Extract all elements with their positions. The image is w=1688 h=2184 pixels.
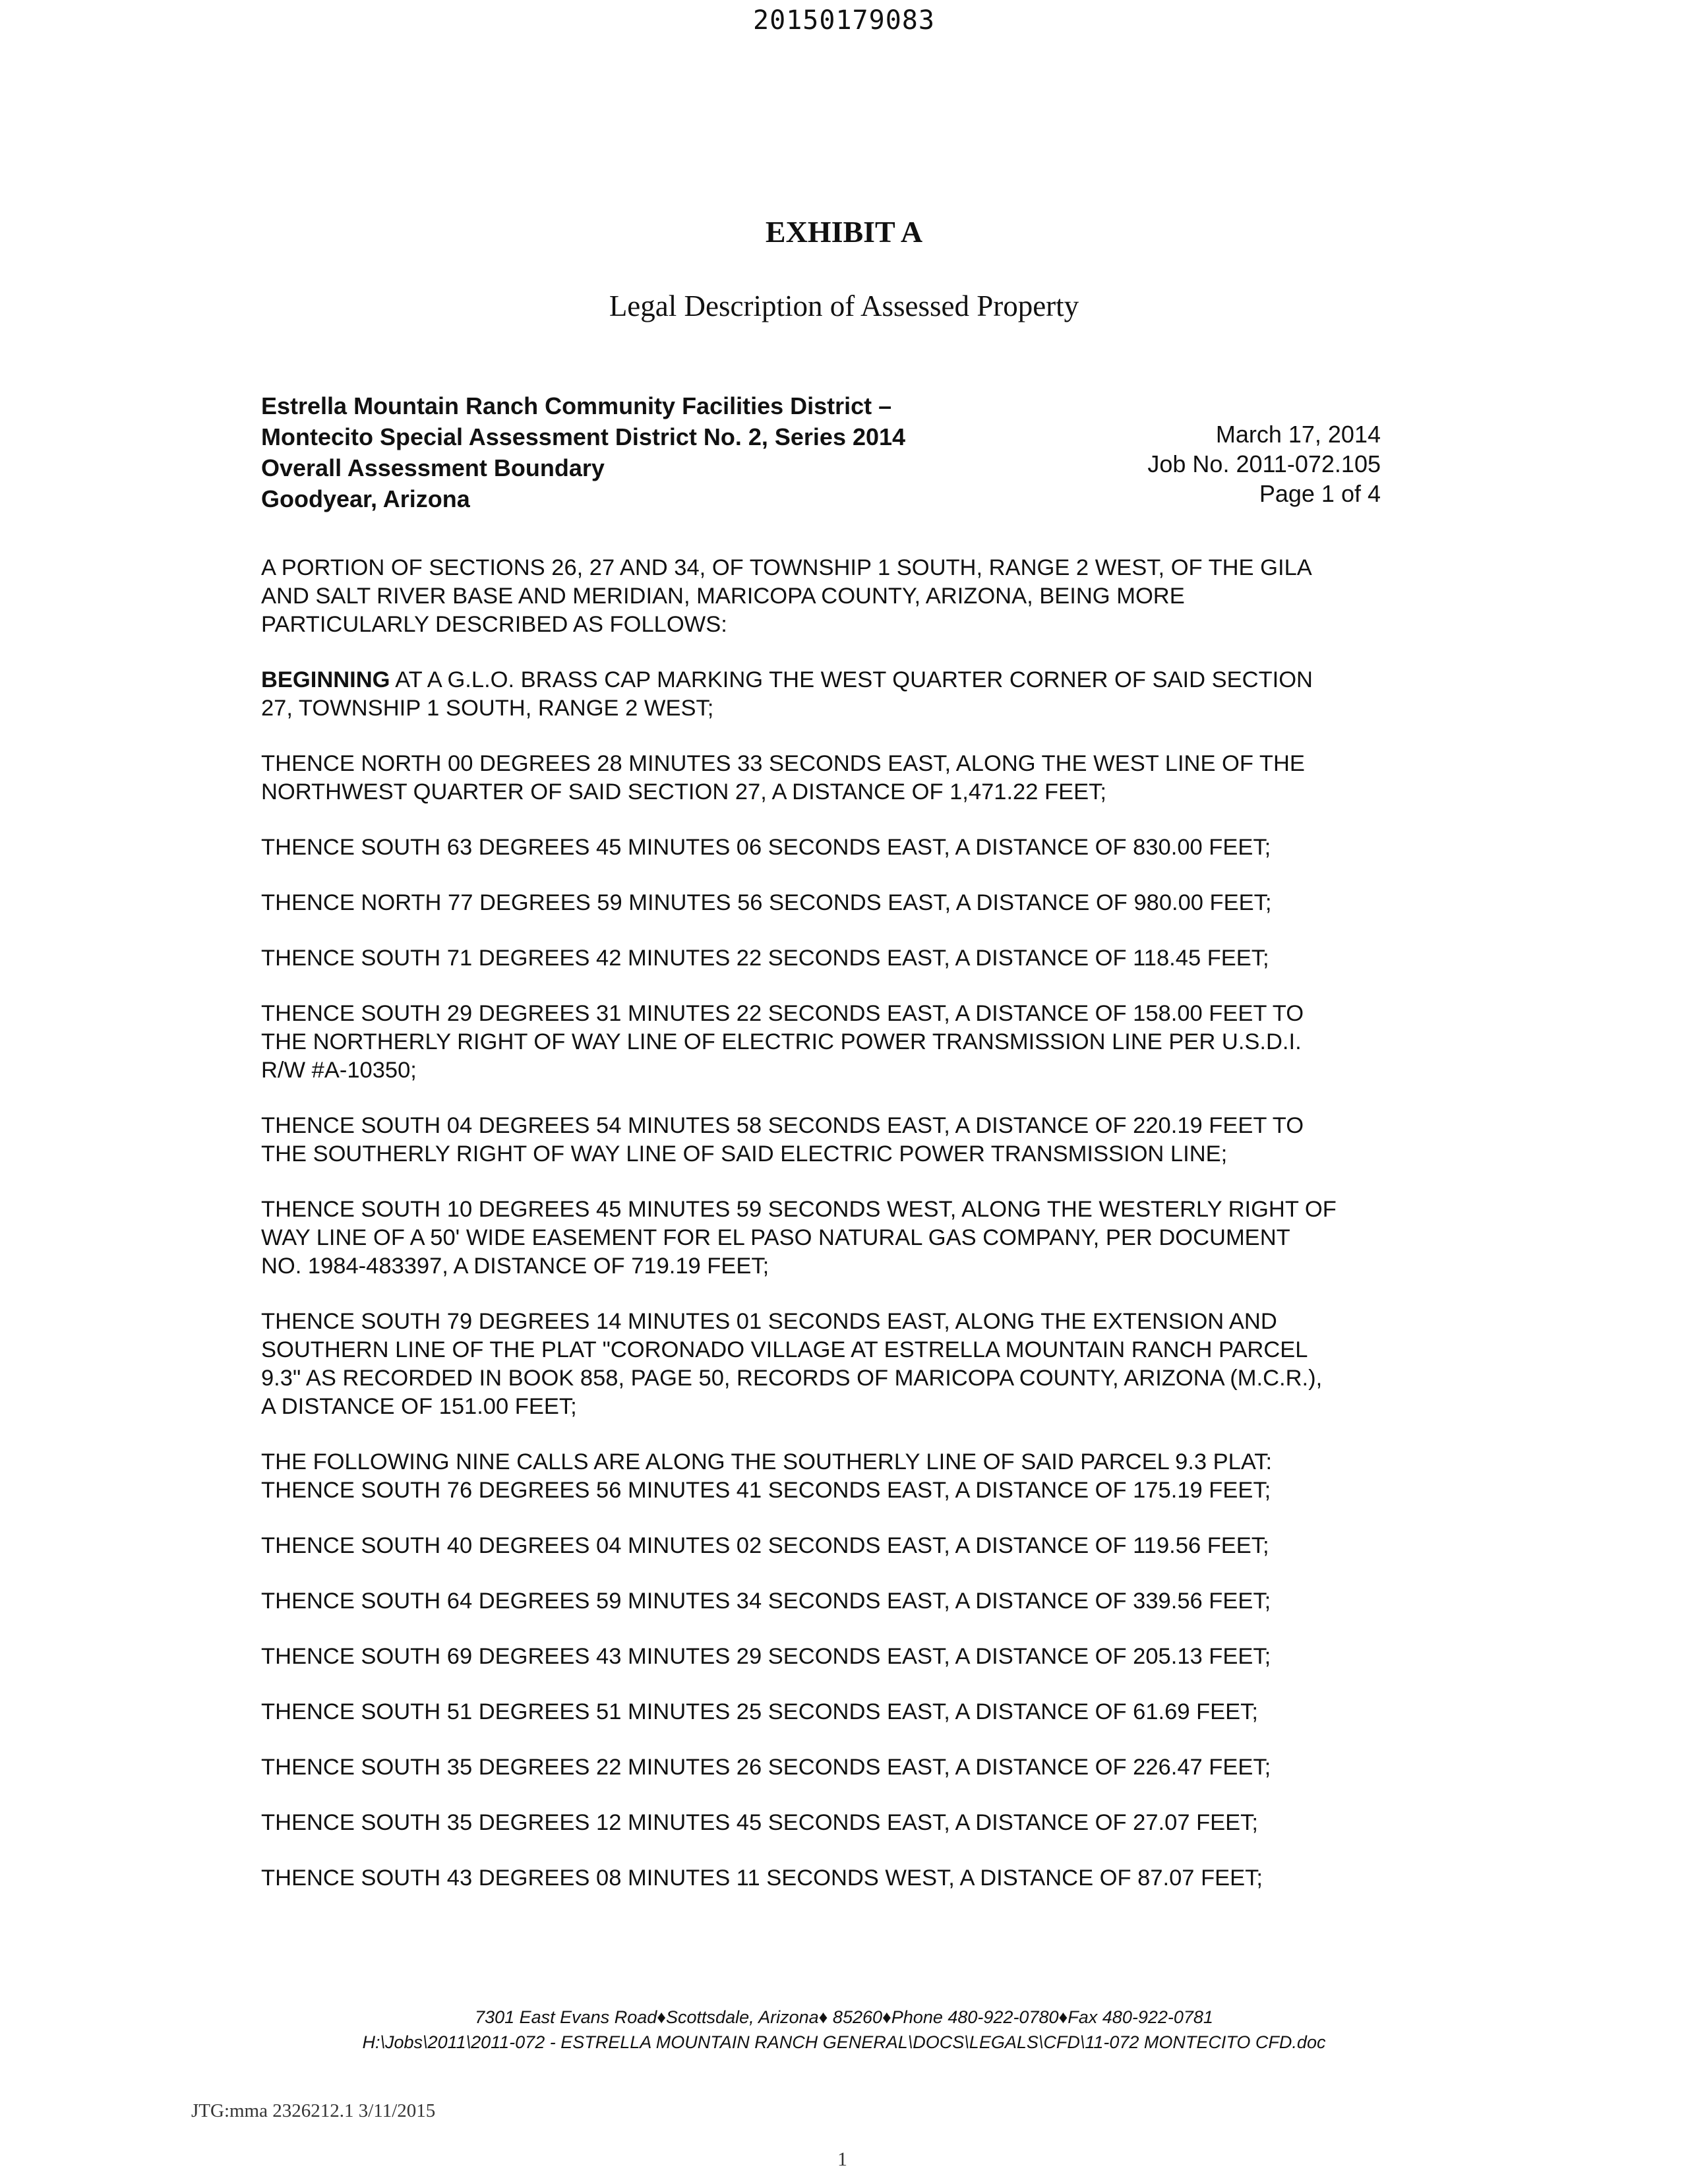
district-header: [261, 390, 905, 514]
page-count: Page 1 of 4: [1259, 480, 1381, 507]
document-stamp: JTG:mma 2326212.1 3/11/2015: [191, 2100, 436, 2121]
legal-paragraph: [261, 834, 1435, 862]
header-line: Goodyear, Arizona: [261, 485, 470, 512]
legal-paragraph: [261, 1532, 1435, 1560]
paragraph-text: THENCE SOUTH 10 DEGREES 45 MINUTES 59 SECONDS WEST, ALONG THE WESTERLY RIGHT OF WAY LINE OF A 50' WIDE EASEMENT FOR EL PASO NATURAL GAS COMPANY, PER DOCUMENT NO. 1984-483397, A DISTANCE OF 719.19 FEET;: [261, 1197, 1337, 1279]
header-line: Estrella Mountain Ranch Community Facilities District –: [261, 392, 892, 419]
paragraph-text: THENCE SOUTH 71 DEGREES 42 MINUTES 22 SECONDS EAST, A DISTANCE OF 118.45 FEET;: [261, 946, 1269, 971]
legal-paragraph: [261, 1000, 1435, 1085]
footer: [0, 2005, 1688, 2055]
paragraph-text: THENCE SOUTH 64 DEGREES 59 MINUTES 34 SECONDS EAST, A DISTANCE OF 339.56 FEET;: [261, 1589, 1271, 1614]
footer-file-path: H:\Jobs\2011\2011-072 - ESTRELLA MOUNTAIN RANCH GENERAL\DOCS\LEGALS\CFD\11-072 MONTECITO CFD.doc: [362, 2032, 1326, 2052]
paragraph-text: THENCE SOUTH 35 DEGREES 12 MINUTES 45 SECONDS EAST, A DISTANCE OF 27.07 FEET;: [261, 1810, 1259, 1835]
header-line: Overall Assessment Boundary: [261, 454, 605, 481]
legal-description-body: [261, 554, 1435, 1920]
paragraph-lead: BEGINNING: [261, 667, 390, 692]
page-number: 1: [837, 2148, 847, 2170]
paragraph-text: THENCE SOUTH 04 DEGREES 54 MINUTES 58 SECONDS EAST, A DISTANCE OF 220.19 FEET TO THE SOUTHERLY RIGHT OF WAY LINE OF SAID ELECTRIC POWER TRANSMISSION LINE;: [261, 1113, 1304, 1167]
legal-paragraph: [261, 554, 1435, 639]
job-info: [1147, 419, 1381, 508]
legal-paragraph: [261, 1308, 1435, 1421]
paragraph-text: THENCE SOUTH 63 DEGREES 45 MINUTES 06 SECONDS EAST, A DISTANCE OF 830.00 FEET;: [261, 835, 1271, 860]
legal-paragraph: [261, 944, 1435, 973]
legal-paragraph: [261, 1864, 1435, 1893]
legal-paragraph: [261, 1448, 1435, 1505]
paragraph-text: THENCE SOUTH 69 DEGREES 43 MINUTES 29 SECONDS EAST, A DISTANCE OF 205.13 FEET;: [261, 1644, 1271, 1669]
legal-paragraph: [261, 1698, 1435, 1726]
paragraph-text: THENCE SOUTH 40 DEGREES 04 MINUTES 02 SECONDS EAST, A DISTANCE OF 119.56 FEET;: [261, 1533, 1269, 1558]
job-number: Job No. 2011-072.105: [1147, 450, 1381, 477]
legal-paragraph: [261, 1643, 1435, 1671]
legal-paragraph: [261, 750, 1435, 806]
paragraph-text: THENCE SOUTH 79 DEGREES 14 MINUTES 01 SECONDS EAST, ALONG THE EXTENSION AND SOUTHERN LINE OF THE PLAT "CORONADO VILLAGE AT ESTRELLA MOUNTAIN RANCH PARCEL 9.3" AS RECORDED IN BOOK 858, PAGE 50, RECORDS OF MARICOPA COUNTY, ARIZONA (M.C.R.), A DISTANCE OF 151.00 FEET;: [261, 1309, 1323, 1419]
paragraph-text: THENCE SOUTH 51 DEGREES 51 MINUTES 25 SECONDS EAST, A DISTANCE OF 61.69 FEET;: [261, 1699, 1259, 1724]
recording-number: 20150179083: [753, 5, 935, 36]
exhibit-subtitle: Legal Description of Assessed Property: [609, 289, 1079, 322]
paragraph-text: THENCE SOUTH 43 DEGREES 08 MINUTES 11 SECONDS WEST, A DISTANCE OF 87.07 FEET;: [261, 1866, 1263, 1891]
legal-paragraph: [261, 666, 1435, 723]
legal-paragraph: [261, 1809, 1435, 1837]
paragraph-text: THENCE SOUTH 29 DEGREES 31 MINUTES 22 SECONDS EAST, A DISTANCE OF 158.00 FEET TO THE NORTHERLY RIGHT OF WAY LINE OF ELECTRIC POWER TRANSMISSION LINE PER U.S.D.I. R/W #A-10350;: [261, 1001, 1304, 1083]
header-line: Montecito Special Assessment District No. 2, Series 2014: [261, 423, 906, 450]
legal-paragraph: [261, 1196, 1435, 1281]
paragraph-text: AT A G.L.O. BRASS CAP MARKING THE WEST QUARTER CORNER OF SAID SECTION 27, TOWNSHIP 1 SOUTH, RANGE 2 WEST;: [261, 667, 1313, 721]
document-date: March 17, 2014: [1215, 421, 1381, 448]
paragraph-text: THENCE NORTH 00 DEGREES 28 MINUTES 33 SECONDS EAST, ALONG THE WEST LINE OF THE NORTHWEST QUARTER OF SAID SECTION 27, A DISTANCE OF 1,471.22 FEET;: [261, 751, 1305, 804]
legal-paragraph: [261, 1753, 1435, 1782]
legal-paragraph: [261, 1587, 1435, 1616]
paragraph-text: THE FOLLOWING NINE CALLS ARE ALONG THE SOUTHERLY LINE OF SAID PARCEL 9.3 PLAT: THENCE SOUTH 76 DEGREES 56 MINUTES 41 SECONDS EAST, A DISTANCE OF 175.19 FEET;: [261, 1449, 1273, 1503]
footer-address: 7301 East Evans Road♦Scottsdale, Arizona♦ 85260♦Phone 480-922-0780♦Fax 480-922-0781: [475, 2007, 1213, 2027]
legal-paragraph: [261, 889, 1435, 917]
exhibit-title: EXHIBIT A: [765, 215, 923, 249]
paragraph-text: THENCE SOUTH 35 DEGREES 22 MINUTES 26 SECONDS EAST, A DISTANCE OF 226.47 FEET;: [261, 1755, 1271, 1780]
legal-paragraph: [261, 1112, 1435, 1168]
paragraph-text: A PORTION OF SECTIONS 26, 27 AND 34, OF TOWNSHIP 1 SOUTH, RANGE 2 WEST, OF THE GILA AND SALT RIVER BASE AND MERIDIAN, MARICOPA COUNTY, ARIZONA, BEING MORE PARTICULARLY DESCRIBED AS FOLLOWS:: [261, 555, 1312, 637]
paragraph-text: THENCE NORTH 77 DEGREES 59 MINUTES 56 SECONDS EAST, A DISTANCE OF 980.00 FEET;: [261, 890, 1272, 915]
